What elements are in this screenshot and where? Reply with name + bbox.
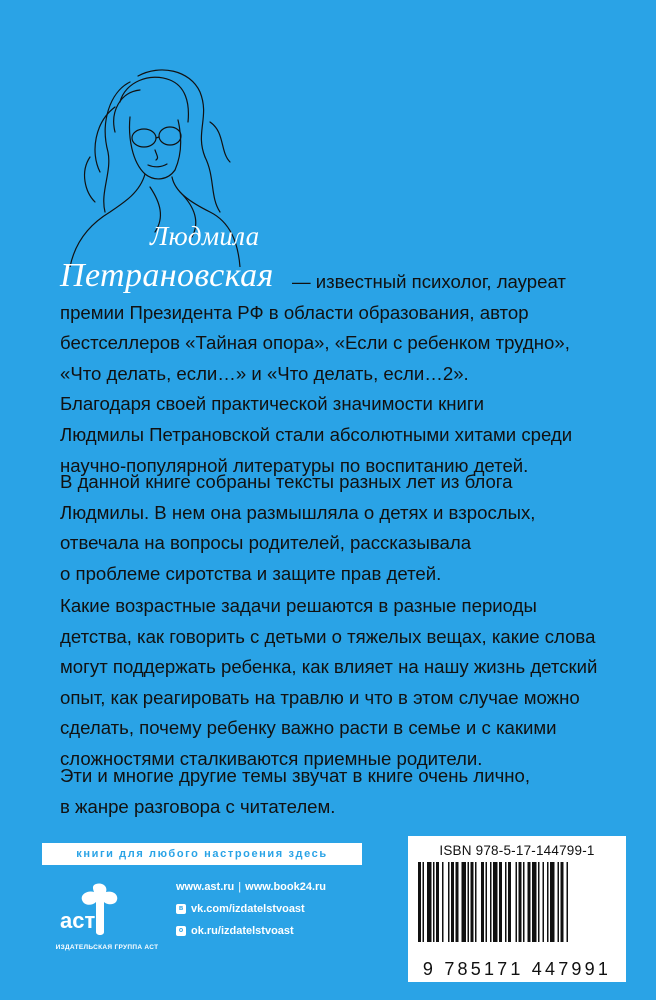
publisher-label: ИЗДАТЕЛЬСКАЯ ГРУППА АСТ [55,944,159,951]
text-line: бестселлеров «Тайная опора», «Если с ребенком трудно», [60,332,570,354]
book-closing [60,761,620,822]
site-link-ast[interactable]: www.ast.ru [176,881,235,893]
text-line: опыт, как реагировать на травлю и что в этом случае можно [60,686,580,708]
text-line: Эти и многие другие темы звучат в книге очень лично, [60,765,531,786]
text-line: отвечала на вопросы родителей, рассказывала [60,532,472,554]
site-link-book24[interactable]: www.book24.ru [245,881,327,893]
ean-digits: 9 785171 447991 [422,959,612,979]
ast-logo-text: аст [60,908,96,933]
author-last-name: Петрановская [60,257,274,294]
text-line: детства, как говорить с детьми о тяжелых вещах, какие слова [60,625,596,647]
barcode-bars [418,862,616,964]
text-line: о проблеме сиротства и защите прав детей. [60,562,442,584]
vk-link[interactable]: vk.com/izdatelstvoast [191,903,305,915]
promo-banner: книги для любого настроения здесь [42,843,362,865]
isbn-label: ISBN 978-5-17-144799-1 [439,843,595,858]
text-line: В данной книге собраны тексты разных лет из блога [60,471,513,492]
text-line: сложностями сталкиваются приемные родители. [60,747,483,769]
text-line: научно-популярной литературы по воспитанию детей. [60,454,529,476]
ast-logo-icon [58,880,128,938]
text-line: «Что делать, если…» и «Что делать, если…2». [60,362,469,384]
text-line: в жанре разговора с читателем. [60,795,336,817]
text-line: могут поддержать ребенка, как влияет на нашу жизнь детский [60,656,598,678]
vk-icon: в [176,904,186,914]
author-first-name: Людмила [150,221,260,251]
book-description [60,467,620,589]
book-topics [60,591,620,775]
publisher-links [176,876,326,942]
text-line: Какие возрастные задачи решаются в разные периоды [60,595,537,616]
text-line: Благодаря своей практической значимости книги [60,393,485,415]
author-bio [60,267,620,481]
text-line: сделать, почему ребенку важно расти в семье и с какими [60,717,557,739]
ok-link[interactable]: ok.ru/izdatelstvoast [191,925,294,937]
link-separator: | [238,881,242,893]
text-line: премии Президента РФ в области образования, автор [60,301,529,323]
text-line: Людмилы. В нем она размышляла о детях и взрослых, [60,501,536,523]
text-line: — известный психолог, лауреат [292,271,566,292]
ok-icon: о [176,926,186,936]
text-line: Людмилы Петрановской стали абсолютными хитами среди [60,423,573,445]
isbn-barcode [408,836,626,982]
